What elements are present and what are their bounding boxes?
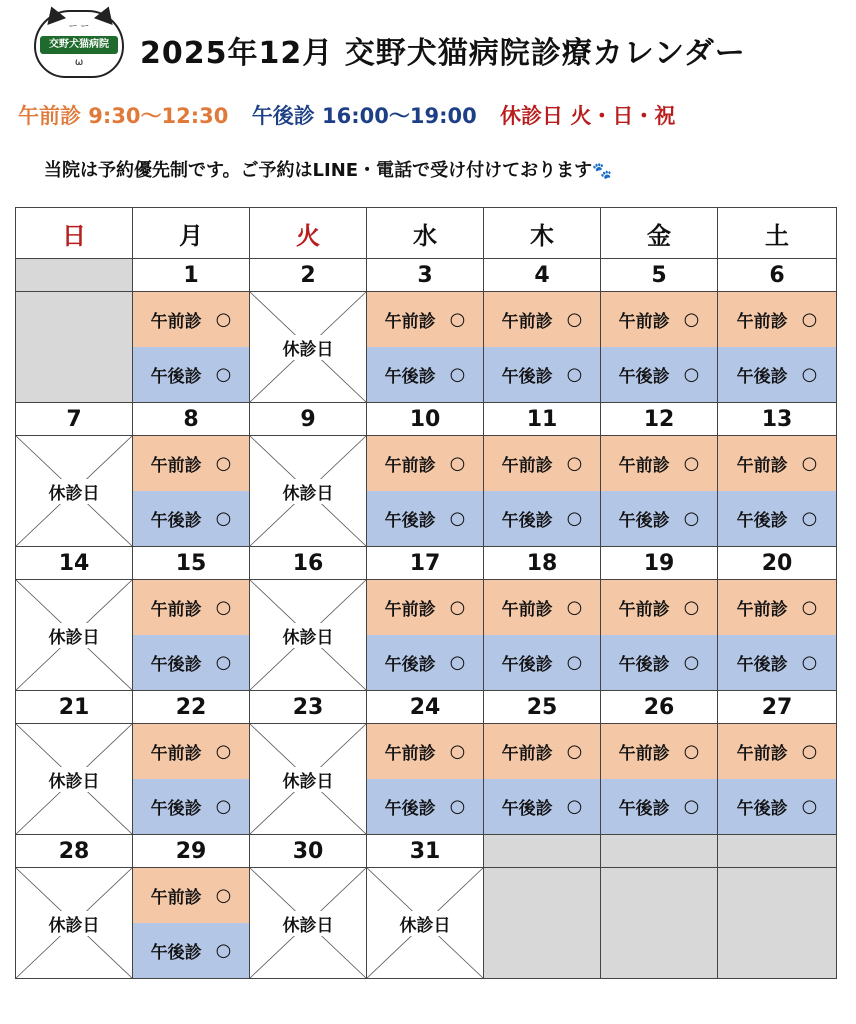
date-row bbox=[16, 547, 837, 580]
date-number: 23 bbox=[250, 691, 367, 724]
reservation-notice bbox=[44, 156, 844, 182]
slot-label: 午前診 bbox=[150, 888, 202, 908]
morning-slot bbox=[367, 724, 483, 779]
closed-day-cell bbox=[16, 436, 133, 547]
slot-label: 午前診 bbox=[501, 744, 553, 764]
cat-mouth-icon: ω bbox=[74, 57, 84, 68]
closed-label: 休診日 bbox=[47, 911, 102, 936]
date-number: 4 bbox=[484, 259, 601, 292]
available-mark-icon: ○ bbox=[801, 364, 818, 385]
date-number: 2 bbox=[250, 259, 367, 292]
open-day-cell bbox=[484, 724, 601, 835]
date-number: 7 bbox=[16, 403, 133, 436]
slot-label: 午後診 bbox=[150, 511, 202, 531]
closed-day-cell bbox=[250, 868, 367, 979]
available-mark-icon: ○ bbox=[566, 508, 583, 529]
slot-label: 午後診 bbox=[150, 367, 202, 387]
slot-label: 午前診 bbox=[736, 456, 788, 476]
open-day-cell bbox=[367, 292, 484, 403]
available-mark-icon: ○ bbox=[801, 597, 818, 618]
closed-day-cell bbox=[250, 724, 367, 835]
weekday-header-row bbox=[16, 208, 837, 259]
notice-text: 当院は予約優先制です。ご予約はLINE・電話で受け付けております bbox=[44, 160, 593, 181]
schedule-row bbox=[16, 436, 837, 547]
available-mark-icon: ○ bbox=[449, 453, 466, 474]
available-mark-icon: ○ bbox=[215, 453, 232, 474]
afternoon-slot bbox=[133, 923, 249, 978]
afternoon-slot bbox=[484, 779, 600, 834]
afternoon-slot bbox=[133, 635, 249, 690]
date-number: 17 bbox=[367, 547, 484, 580]
afternoon-slot bbox=[718, 779, 836, 834]
open-day-cell bbox=[601, 292, 718, 403]
date-number: 16 bbox=[250, 547, 367, 580]
slot-label: 午後診 bbox=[501, 511, 553, 531]
closed-days-info: 休診日 火・日・祝 bbox=[500, 104, 676, 128]
slot-label: 午前診 bbox=[736, 312, 788, 332]
slot-label: 午後診 bbox=[384, 511, 436, 531]
closed-day bbox=[250, 868, 366, 978]
page-title: 2025年12月 交野犬猫病院診療カレンダー bbox=[140, 36, 746, 71]
available-mark-icon: ○ bbox=[566, 652, 583, 673]
open-day-cell bbox=[484, 580, 601, 691]
available-mark-icon: ○ bbox=[215, 597, 232, 618]
afternoon-slot bbox=[718, 635, 836, 690]
date-number: 11 bbox=[484, 403, 601, 436]
open-day-cell bbox=[484, 292, 601, 403]
date-row bbox=[16, 403, 837, 436]
date-number: 28 bbox=[16, 835, 133, 868]
slot-label: 午前診 bbox=[501, 456, 553, 476]
closed-label: 休診日 bbox=[47, 767, 102, 792]
morning-slot bbox=[601, 436, 717, 491]
available-mark-icon: ○ bbox=[449, 741, 466, 762]
closed-day bbox=[16, 868, 132, 978]
date-number: 26 bbox=[601, 691, 718, 724]
morning-slot bbox=[367, 292, 483, 347]
slot-label: 午後診 bbox=[384, 799, 436, 819]
slot-label: 午前診 bbox=[384, 456, 436, 476]
open-day-cell bbox=[133, 724, 250, 835]
morning-slot bbox=[718, 580, 836, 635]
date-number: 14 bbox=[16, 547, 133, 580]
available-mark-icon: ○ bbox=[215, 309, 232, 330]
empty-date-cell bbox=[601, 835, 718, 868]
available-mark-icon: ○ bbox=[683, 453, 700, 474]
closed-day-cell bbox=[250, 436, 367, 547]
date-row bbox=[16, 835, 837, 868]
afternoon-slot bbox=[367, 635, 483, 690]
empty-schedule-cell bbox=[484, 868, 601, 979]
date-number: 21 bbox=[16, 691, 133, 724]
weekday-header: 火 bbox=[250, 208, 367, 259]
closed-label: 休診日 bbox=[281, 335, 336, 360]
afternoon-slot bbox=[367, 779, 483, 834]
schedule-row bbox=[16, 868, 837, 979]
closed-label: 休診日 bbox=[281, 479, 336, 504]
closed-day-cell bbox=[250, 292, 367, 403]
weekday-header: 金 bbox=[601, 208, 718, 259]
slot-label: 午後診 bbox=[736, 799, 788, 819]
morning-slot bbox=[484, 580, 600, 635]
afternoon-slot bbox=[601, 491, 717, 546]
available-mark-icon: ○ bbox=[683, 309, 700, 330]
morning-slot bbox=[718, 436, 836, 491]
open-day-cell bbox=[718, 436, 837, 547]
closed-day bbox=[250, 292, 366, 402]
closed-day bbox=[16, 724, 132, 834]
morning-slot bbox=[133, 580, 249, 635]
morning-slot bbox=[484, 292, 600, 347]
paw-icon: 🐾 bbox=[592, 161, 613, 180]
available-mark-icon: ○ bbox=[801, 741, 818, 762]
morning-slot bbox=[484, 436, 600, 491]
slot-label: 午後診 bbox=[384, 655, 436, 675]
open-day-cell bbox=[601, 436, 718, 547]
schedule-row bbox=[16, 724, 837, 835]
slot-label: 午前診 bbox=[384, 312, 436, 332]
date-number: 29 bbox=[133, 835, 250, 868]
available-mark-icon: ○ bbox=[683, 741, 700, 762]
open-day-cell bbox=[367, 580, 484, 691]
open-day-cell bbox=[484, 436, 601, 547]
slot-label: 午後診 bbox=[736, 655, 788, 675]
afternoon-slot bbox=[718, 347, 836, 402]
weekday-header: 日 bbox=[16, 208, 133, 259]
available-mark-icon: ○ bbox=[566, 741, 583, 762]
slot-label: 午後診 bbox=[384, 367, 436, 387]
weekday-header: 木 bbox=[484, 208, 601, 259]
available-mark-icon: ○ bbox=[449, 796, 466, 817]
slot-label: 午後診 bbox=[618, 799, 670, 819]
available-mark-icon: ○ bbox=[215, 741, 232, 762]
afternoon-slot bbox=[484, 347, 600, 402]
morning-slot bbox=[133, 436, 249, 491]
closed-day-cell bbox=[367, 868, 484, 979]
morning-slot bbox=[601, 724, 717, 779]
open-day-cell bbox=[367, 724, 484, 835]
closed-label: 休診日 bbox=[281, 911, 336, 936]
empty-date-cell bbox=[718, 835, 837, 868]
slot-label: 午後診 bbox=[150, 655, 202, 675]
available-mark-icon: ○ bbox=[215, 940, 232, 961]
morning-slot bbox=[133, 292, 249, 347]
slot-label: 午後診 bbox=[618, 367, 670, 387]
morning-slot bbox=[601, 292, 717, 347]
empty-schedule-cell bbox=[601, 868, 718, 979]
closed-day bbox=[367, 868, 483, 978]
date-number: 24 bbox=[367, 691, 484, 724]
available-mark-icon: ○ bbox=[215, 508, 232, 529]
morning-slot bbox=[367, 436, 483, 491]
available-mark-icon: ○ bbox=[215, 885, 232, 906]
date-number: 31 bbox=[367, 835, 484, 868]
available-mark-icon: ○ bbox=[449, 652, 466, 673]
available-mark-icon: ○ bbox=[449, 508, 466, 529]
available-mark-icon: ○ bbox=[215, 364, 232, 385]
closed-day bbox=[250, 436, 366, 546]
slot-label: 午前診 bbox=[384, 600, 436, 620]
available-mark-icon: ○ bbox=[683, 364, 700, 385]
open-day-cell bbox=[367, 436, 484, 547]
afternoon-hours: 午後診 16:00〜19:00 bbox=[251, 104, 477, 128]
available-mark-icon: ○ bbox=[566, 453, 583, 474]
empty-date-cell bbox=[484, 835, 601, 868]
morning-hours: 午前診 9:30〜12:30 bbox=[18, 104, 229, 128]
slot-label: 午前診 bbox=[736, 744, 788, 764]
closed-label: 休診日 bbox=[398, 911, 453, 936]
weekday-header: 水 bbox=[367, 208, 484, 259]
date-number: 8 bbox=[133, 403, 250, 436]
available-mark-icon: ○ bbox=[449, 597, 466, 618]
afternoon-slot bbox=[601, 779, 717, 834]
morning-slot bbox=[484, 724, 600, 779]
available-mark-icon: ○ bbox=[566, 364, 583, 385]
closed-label: 休診日 bbox=[47, 623, 102, 648]
closed-day bbox=[250, 580, 366, 690]
slot-label: 午前診 bbox=[618, 600, 670, 620]
available-mark-icon: ○ bbox=[215, 652, 232, 673]
available-mark-icon: ○ bbox=[801, 508, 818, 529]
morning-slot bbox=[718, 292, 836, 347]
available-mark-icon: ○ bbox=[801, 652, 818, 673]
closed-label: 休診日 bbox=[281, 623, 336, 648]
afternoon-slot bbox=[367, 347, 483, 402]
afternoon-slot bbox=[601, 347, 717, 402]
closed-day-cell bbox=[16, 868, 133, 979]
afternoon-slot bbox=[133, 491, 249, 546]
available-mark-icon: ○ bbox=[801, 453, 818, 474]
date-row bbox=[16, 259, 837, 292]
afternoon-slot bbox=[484, 491, 600, 546]
morning-slot bbox=[133, 724, 249, 779]
slot-label: 午後診 bbox=[150, 799, 202, 819]
morning-slot bbox=[601, 580, 717, 635]
afternoon-slot bbox=[133, 347, 249, 402]
afternoon-slot bbox=[367, 491, 483, 546]
date-number: 20 bbox=[718, 547, 837, 580]
calendar-table bbox=[15, 207, 837, 979]
slot-label: 午前診 bbox=[618, 312, 670, 332]
available-mark-icon: ○ bbox=[801, 796, 818, 817]
slot-label: 午後診 bbox=[501, 799, 553, 819]
slot-label: 午前診 bbox=[150, 312, 202, 332]
open-day-cell bbox=[601, 724, 718, 835]
consultation-hours bbox=[18, 100, 848, 130]
morning-slot bbox=[133, 868, 249, 923]
logo-text: 交野犬猫病院 bbox=[40, 36, 118, 54]
open-day-cell bbox=[133, 868, 250, 979]
slot-label: 午後診 bbox=[501, 655, 553, 675]
date-number: 3 bbox=[367, 259, 484, 292]
empty-schedule-cell bbox=[718, 868, 837, 979]
slot-label: 午前診 bbox=[618, 744, 670, 764]
date-number: 19 bbox=[601, 547, 718, 580]
open-day-cell bbox=[718, 580, 837, 691]
open-day-cell bbox=[133, 292, 250, 403]
available-mark-icon: ○ bbox=[683, 652, 700, 673]
closed-day bbox=[16, 580, 132, 690]
afternoon-slot bbox=[484, 635, 600, 690]
date-number: 27 bbox=[718, 691, 837, 724]
afternoon-slot bbox=[133, 779, 249, 834]
slot-label: 午前診 bbox=[384, 744, 436, 764]
slot-label: 午前診 bbox=[150, 744, 202, 764]
cat-eyes-icon: ー ー bbox=[68, 22, 90, 32]
empty-date-cell bbox=[16, 259, 133, 292]
closed-day-cell bbox=[16, 724, 133, 835]
available-mark-icon: ○ bbox=[449, 364, 466, 385]
afternoon-slot bbox=[601, 635, 717, 690]
available-mark-icon: ○ bbox=[449, 309, 466, 330]
slot-label: 午前診 bbox=[150, 600, 202, 620]
available-mark-icon: ○ bbox=[566, 796, 583, 817]
schedule-row bbox=[16, 580, 837, 691]
closed-day bbox=[16, 436, 132, 546]
available-mark-icon: ○ bbox=[801, 309, 818, 330]
open-day-cell bbox=[718, 724, 837, 835]
schedule-row bbox=[16, 292, 837, 403]
slot-label: 午前診 bbox=[150, 456, 202, 476]
slot-label: 午前診 bbox=[736, 600, 788, 620]
slot-label: 午後診 bbox=[150, 943, 202, 963]
slot-label: 午後診 bbox=[501, 367, 553, 387]
closed-label: 休診日 bbox=[281, 767, 336, 792]
open-day-cell bbox=[718, 292, 837, 403]
date-number: 12 bbox=[601, 403, 718, 436]
available-mark-icon: ○ bbox=[683, 508, 700, 529]
date-number: 25 bbox=[484, 691, 601, 724]
slot-label: 午前診 bbox=[501, 600, 553, 620]
slot-label: 午後診 bbox=[736, 367, 788, 387]
date-number: 30 bbox=[250, 835, 367, 868]
available-mark-icon: ○ bbox=[683, 597, 700, 618]
date-number: 13 bbox=[718, 403, 837, 436]
date-number: 5 bbox=[601, 259, 718, 292]
empty-schedule-cell bbox=[16, 292, 133, 403]
slot-label: 午後診 bbox=[736, 511, 788, 531]
weekday-header: 月 bbox=[133, 208, 250, 259]
open-day-cell bbox=[133, 436, 250, 547]
date-number: 6 bbox=[718, 259, 837, 292]
date-number: 9 bbox=[250, 403, 367, 436]
slot-label: 午前診 bbox=[501, 312, 553, 332]
date-number: 18 bbox=[484, 547, 601, 580]
slot-label: 午後診 bbox=[618, 655, 670, 675]
available-mark-icon: ○ bbox=[215, 796, 232, 817]
clinic-logo bbox=[34, 10, 126, 80]
open-day-cell bbox=[601, 580, 718, 691]
available-mark-icon: ○ bbox=[566, 597, 583, 618]
closed-day-cell bbox=[250, 580, 367, 691]
date-number: 22 bbox=[133, 691, 250, 724]
weekday-header: 土 bbox=[718, 208, 837, 259]
closed-day-cell bbox=[16, 580, 133, 691]
morning-slot bbox=[718, 724, 836, 779]
available-mark-icon: ○ bbox=[566, 309, 583, 330]
open-day-cell bbox=[133, 580, 250, 691]
date-number: 1 bbox=[133, 259, 250, 292]
morning-slot bbox=[367, 580, 483, 635]
header bbox=[0, 0, 856, 200]
slot-label: 午前診 bbox=[618, 456, 670, 476]
date-number: 15 bbox=[133, 547, 250, 580]
date-row bbox=[16, 691, 837, 724]
slot-label: 午後診 bbox=[618, 511, 670, 531]
closed-label: 休診日 bbox=[47, 479, 102, 504]
available-mark-icon: ○ bbox=[683, 796, 700, 817]
afternoon-slot bbox=[718, 491, 836, 546]
date-number: 10 bbox=[367, 403, 484, 436]
closed-day bbox=[250, 724, 366, 834]
